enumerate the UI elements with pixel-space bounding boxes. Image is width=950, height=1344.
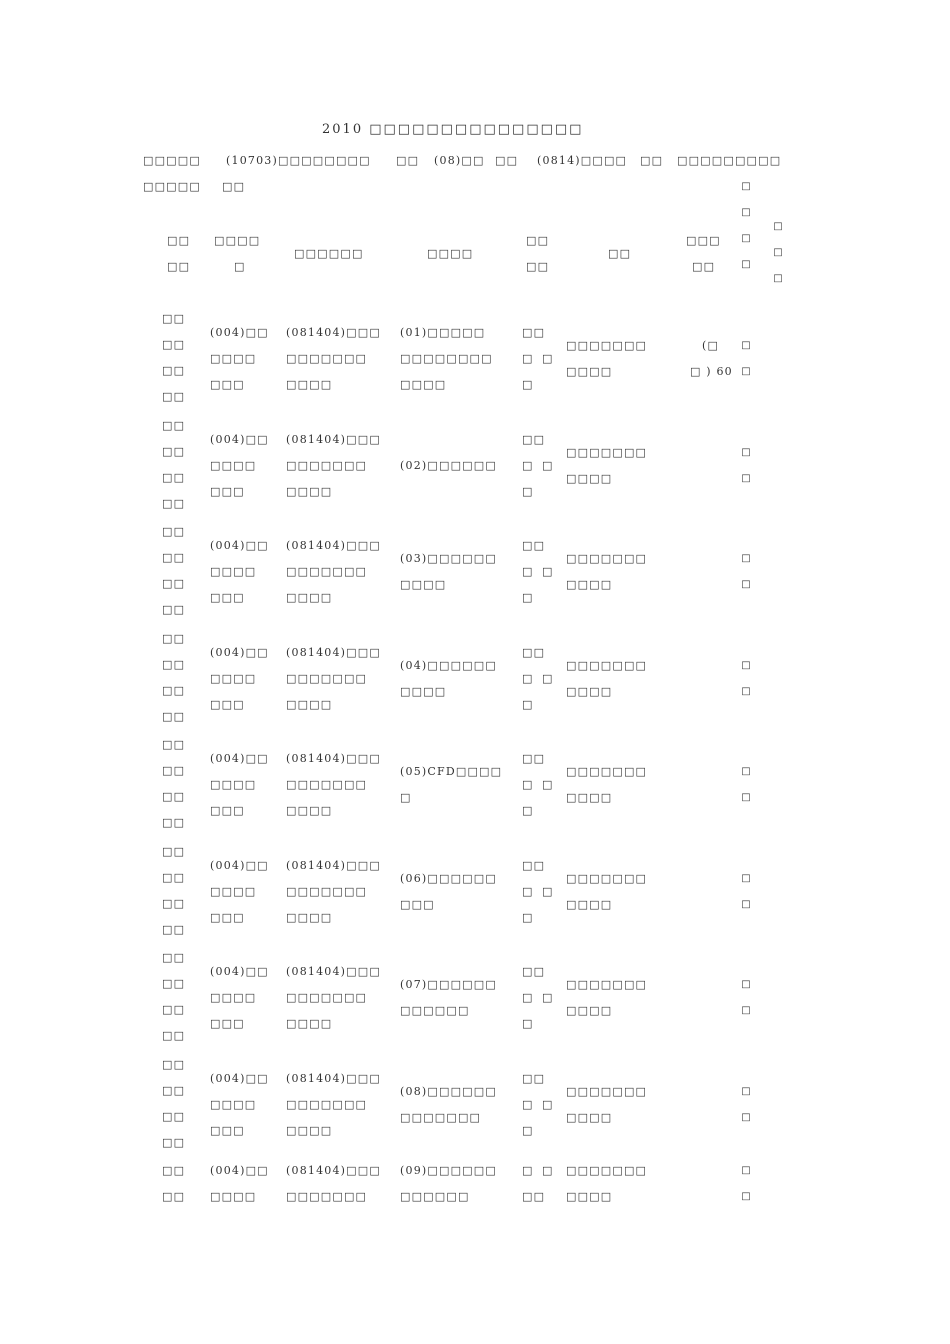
cell-research-direction: (06)□□□□□□ [400,871,497,885]
cell-major: □□□□□□□ [286,671,368,685]
cell-research-direction: (03)□□□□□□ [400,552,497,565]
cell-major: □□□□ [286,378,333,391]
cell-col1: □□ [162,896,186,910]
cell-col1: □□ [162,496,186,510]
cell-major: □□□□ [286,804,333,817]
cell-col1: □□ [162,816,186,829]
cell-col8: □ [741,1085,751,1097]
cell-col5: □ [522,671,534,685]
cell-col5: □ [522,884,534,898]
cell-col1: □□ [162,444,186,458]
meta-label: □□ [396,154,420,167]
cell-major: (081404)□□□ [286,432,381,446]
header-cell: □□□□ [214,234,261,247]
meta-label: □□ [640,154,664,167]
header-cell: □□ [526,260,550,273]
cell-col5: □ [522,1017,534,1030]
cell-col5: □ [522,1123,534,1137]
cell-col5: □□ [522,326,546,339]
cell-research-direction: □□□□□□ [400,1190,470,1203]
cell-exam-subjects: □□□□ [566,1190,613,1203]
cell-research-direction: □□□ [400,897,435,911]
cell-department: □□□□ [210,458,257,472]
cell-col1: □□ [162,1029,186,1042]
cell-major: (081404)□□□ [286,858,381,872]
cell-department: □□□□ [210,671,257,685]
header-cell: □□ [526,234,550,247]
cell-col1: □□ [162,951,186,964]
header-cell: □□□ [686,234,721,247]
cell-col5: □ [522,591,534,604]
cell-col5: □ [522,565,534,578]
cell-major: (081404)□□□ [286,1071,381,1085]
cell-research-direction: (07)□□□□□□ [400,978,497,991]
cell-department: □□□□ [210,1097,257,1111]
header-cell: □ [234,260,246,273]
discipline-code: (08)□□ [434,154,485,167]
cell-research-direction: □□□□ [400,378,447,391]
cell-major: □□□□□□□ [286,991,368,1004]
cell-col1: □□ [162,870,186,884]
header-cell: □□ [167,234,191,247]
cell-major: □□□□□□□ [286,458,368,472]
cell-col1: □□ [162,1164,186,1177]
cell-col5: □ [522,484,534,498]
meta-label: □□□□□ [143,180,201,193]
cell-exam-subjects: □□□□□□□ [566,978,648,991]
cell-major: □□□□ [286,697,333,711]
cell-major: (081404)□□□ [286,752,381,765]
cell-exam-subjects: □□□□ [566,684,613,698]
cell-department: □□□ [210,804,245,817]
cell-col5: □ [542,778,554,791]
header-cell: □□ [608,247,632,260]
cell-col5: □ [522,697,534,711]
cell-major: (081404)□□□ [286,539,381,552]
cell-enrollment: (□ [702,339,720,352]
cell-department: □□□ [210,484,245,498]
cell-major: (081404)□□□ [286,645,381,659]
cell-col1: □□ [162,1109,186,1123]
cell-department: □□□ [210,1017,245,1030]
meta-label: □□□□□ [143,154,201,167]
cell-col5: □□ [522,858,546,872]
cell-col8: □ [741,685,751,697]
cell-department: □□□ [210,697,245,711]
cell-col5: □ [522,458,534,472]
cell-col1: □□ [162,603,186,616]
cell-department: (004)□□ [210,432,269,446]
cell-col1: □□ [162,418,186,432]
cell-research-direction: (09)□□□□□□ [400,1164,497,1177]
cell-col8: □ [741,340,751,351]
cell-col1: □□ [162,1190,186,1203]
cell-research-direction: □□□□ [400,684,447,698]
cell-col8: □ [741,1191,751,1202]
header-cell: □ [773,247,783,258]
cell-col5: □ [522,1164,534,1177]
document-title: 2010 □□□□□□□□□□□□□□□ [322,122,584,137]
cell-department: □□□□ [210,991,257,1004]
cell-col1: □□ [162,738,186,751]
cell-col5: □ [542,352,554,365]
cell-col1: □□ [162,525,186,538]
cell-department: □□□ [210,1123,245,1137]
cell-exam-subjects: □□□□ [566,897,613,911]
header-cell: □ [773,221,783,232]
cell-department: □□□□ [210,1190,257,1203]
cell-department: □□□ [210,378,245,391]
cell-col1: □□ [162,631,186,645]
cell-department: (004)□□ [210,539,269,552]
cell-col5: □ [542,565,554,578]
cell-col8: □ [741,659,751,671]
cell-col5: □□ [522,645,546,659]
cell-department: (004)□□ [210,1164,269,1177]
cell-department: □□□□ [210,565,257,578]
cell-department: (004)□□ [210,645,269,659]
cell-research-direction: □□□□□□□□ [400,352,493,365]
cell-department: □□□□ [210,352,257,365]
cell-major: □□□□□□□ [286,1190,368,1203]
cell-exam-subjects: □□□□ [566,1004,613,1017]
cell-exam-subjects: □□□□□□□ [566,445,648,459]
cell-enrollment: □ ) 60 [690,365,733,378]
cell-major: □□□□□□□ [286,884,368,898]
cell-exam-subjects: □□□□□□□ [566,339,648,352]
cell-col5: □ [522,1097,534,1111]
cell-major: □□□□□□□ [286,565,368,578]
cell-exam-subjects: □□□□□□□ [566,871,648,885]
cell-department: (004)□□ [210,752,269,765]
header-cell: □ [741,259,751,270]
header-cell: □□□□□□ [294,247,364,260]
cell-col1: □□ [162,312,186,325]
cell-exam-subjects: □□□□□□□ [566,765,648,778]
header-cell: □ [741,207,751,218]
header-cell: □□ [692,260,716,273]
cell-major: □□□□ [286,1017,333,1030]
cell-exam-subjects: □□□□□□□ [566,658,648,672]
cell-col5: □ [522,991,534,1004]
cell-col8: □ [741,792,751,803]
cell-col5: □ [522,778,534,791]
cell-exam-subjects: □□□□□□□ [566,1084,648,1098]
header-cell: □□□□ [427,247,474,260]
cell-col5: □ [522,910,534,924]
cell-col1: □□ [162,1135,186,1149]
cell-col5: □ [542,1097,554,1111]
cell-department: (004)□□ [210,858,269,872]
cell-col1: □□ [162,1083,186,1097]
cell-major: □□□□ [286,591,333,604]
meta-value: □□□□□□□□□ [677,154,782,167]
cell-department: (004)□□ [210,326,269,339]
header-cell: □ [741,181,751,192]
cell-exam-subjects: □□□□□□□ [566,552,648,565]
cell-col1: □□ [162,338,186,351]
cell-col8: □ [741,553,751,564]
cell-col5: □□ [522,539,546,552]
cell-col5: □ [542,458,554,472]
cell-col8: □ [741,472,751,484]
cell-department: (004)□□ [210,965,269,978]
cell-col1: □□ [162,844,186,858]
cell-exam-subjects: □□□□ [566,1110,613,1124]
cell-col1: □□ [162,1003,186,1016]
cell-col5: □□ [522,752,546,765]
meta-label: □□ [495,154,519,167]
cell-col1: □□ [162,764,186,777]
cell-major: □□□□ [286,1123,333,1137]
cell-col8: □ [741,366,751,377]
cell-col5: □□ [522,1190,546,1203]
cell-department: □□□ [210,910,245,924]
cell-col8: □ [741,446,751,458]
cell-col5: □□ [522,1071,546,1085]
cell-col5: □ [522,804,534,817]
cell-col5: □ [522,378,534,391]
cell-col8: □ [741,872,751,884]
meta-value: □□ [222,180,246,193]
cell-col5: □ [522,352,534,365]
cell-department: □□□ [210,591,245,604]
cell-research-direction: (01)□□□□□ [400,326,486,339]
cell-research-direction: (04)□□□□□□ [400,658,497,672]
cell-major: □□□□□□□ [286,778,368,791]
cell-research-direction: □□□□□□□ [400,1110,482,1124]
cell-research-direction: □ [400,791,412,804]
cell-major: □□□□ [286,484,333,498]
cell-exam-subjects: □□□□ [566,471,613,485]
cell-col1: □□ [162,683,186,697]
cell-col1: □□ [162,977,186,990]
cell-col5: □ [542,671,554,685]
cell-major: □□□□□□□ [286,1097,368,1111]
header-cell: □□ [167,260,191,273]
cell-department: (004)□□ [210,1071,269,1085]
cell-col1: □□ [162,551,186,564]
cell-research-direction: □□□□□□ [400,1004,470,1017]
cell-research-direction: (02)□□□□□□ [400,458,497,472]
cell-research-direction: □□□□ [400,578,447,591]
cell-col8: □ [741,579,751,590]
cell-col1: □□ [162,790,186,803]
header-cell: □ [741,233,751,244]
cell-col8: □ [741,979,751,990]
first-level-code: (0814)□□□□ [537,154,628,167]
cell-col8: □ [741,1111,751,1123]
cell-col5: □ [542,884,554,898]
cell-col1: □□ [162,657,186,671]
cell-col1: □□ [162,577,186,590]
cell-col8: □ [741,1005,751,1016]
cell-department: □□□□ [210,884,257,898]
cell-col5: □ [542,1164,554,1177]
cell-exam-subjects: □□□□□□□ [566,1164,648,1177]
cell-research-direction: (05)CFD□□□□ [400,765,503,778]
header-cell: □ [773,273,783,284]
cell-col8: □ [741,898,751,910]
cell-exam-subjects: □□□□ [566,578,613,591]
cell-col1: □□ [162,922,186,936]
institution-code: (10703)□□□□□□□□ [226,154,371,167]
cell-major: (081404)□□□ [286,1164,381,1177]
cell-research-direction: (08)□□□□□□ [400,1084,497,1098]
cell-col8: □ [741,766,751,777]
cell-col1: □□ [162,390,186,403]
cell-exam-subjects: □□□□ [566,365,613,378]
cell-col1: □□ [162,470,186,484]
cell-major: (081404)□□□ [286,326,381,339]
cell-col5: □□ [522,965,546,978]
cell-col1: □□ [162,1057,186,1071]
cell-col5: □ [542,991,554,1004]
cell-col1: □□ [162,364,186,377]
cell-department: □□□□ [210,778,257,791]
cell-exam-subjects: □□□□ [566,791,613,804]
cell-col8: □ [741,1165,751,1176]
cell-col1: □□ [162,709,186,723]
cell-major: □□□□□□□ [286,352,368,365]
cell-col5: □□ [522,432,546,446]
cell-major: (081404)□□□ [286,965,381,978]
cell-major: □□□□ [286,910,333,924]
